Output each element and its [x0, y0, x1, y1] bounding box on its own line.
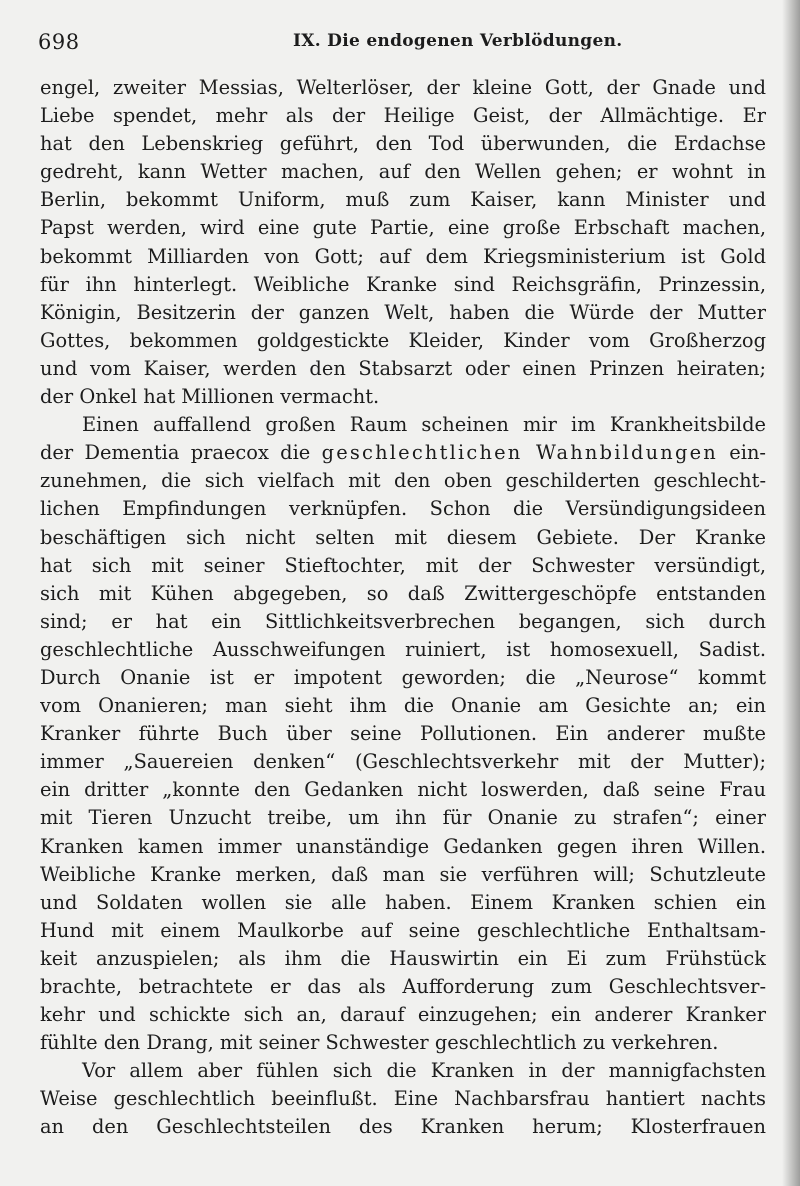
- text-line: Durch Onanie ist er impotent geworden; die „Neurose“ kommt: [40, 665, 766, 689]
- text-line: Hund mit einem Maulkorbe auf seine geschlechtliche Enthaltsam-: [40, 918, 766, 942]
- text-line: beschäftigen sich nicht selten mit diesem Gebiete. Der Kranke: [40, 525, 766, 549]
- text-line: geschlechtliche Ausschweifungen ruiniert, ist homosexuell, Sadist.: [40, 637, 766, 661]
- text-line: engel, zweiter Messias, Welterlöser, der kleine Gott, der Gnade und: [40, 76, 766, 99]
- paragraph-1: [40, 74, 766, 411]
- paragraph-2: [40, 411, 766, 1057]
- text-line: keit anzuspielen; als ihm die Hauswirtin ein Ei zum Frühstück: [40, 946, 766, 970]
- text-line: brachte, betrachtete er das als Aufforderung zum Geschlechtsver-: [40, 975, 766, 998]
- text-line: sich mit Kühen abgegeben, so daß Zwittergeschöpfe entstanden: [40, 581, 766, 605]
- text-line: fühlte den Drang, mit seiner Schwester geschlechtlich zu verkehren.: [40, 1031, 719, 1055]
- page-number: 698: [38, 30, 80, 54]
- text-line: und vom Kaiser, werden den Stabsarzt oder einen Prinzen heiraten;: [40, 356, 766, 380]
- text-line: Papst werden, wird eine gute Partie, eine große Erbschaft machen,: [40, 216, 766, 240]
- text-line: zunehmen, die sich vielfach mit den oben geschilderten geschlecht-: [40, 469, 766, 493]
- text-line: Königin, Besitzerin der ganzen Welt, haben die Würde der Mutter: [40, 300, 766, 324]
- page-header: [38, 26, 762, 56]
- text-line: Vor allem aber fühlen sich die Kranken in der mannigfachsten: [82, 1059, 766, 1083]
- text-line: der Onkel hat Millionen vermacht.: [40, 385, 380, 409]
- text-line: an den Geschlechtsteilen des Kranken herum; Klosterfrauen: [40, 1115, 766, 1139]
- text-line: und Soldaten wollen sie alle haben. Einem Kranken schien ein: [40, 890, 766, 914]
- text-line: Gottes, bekommen goldgestickte Kleider, Kinder vom Großherzog: [40, 328, 766, 352]
- text-line: Kranken kamen immer unanständige Gedanken gegen ihren Willen.: [40, 834, 766, 858]
- text-line: lichen Empfindungen verknüpfen. Schon die Versündigungsideen: [40, 497, 766, 521]
- page-edge-shadow: [782, 0, 800, 1186]
- text-run: der Dementia praecox die: [40, 441, 322, 465]
- text-line: Einen auffallend großen Raum scheinen mir im Krankheitsbilde: [82, 413, 766, 437]
- text-line: mit Tieren Unzucht treibe, um ihn für Onanie zu strafen“; einer: [40, 806, 766, 830]
- text-line: hat sich mit seiner Stieftochter, mit der Schwester versündigt,: [40, 553, 766, 577]
- text-line: Liebe spendet, mehr als der Heilige Geist, der Allmächtige. Er: [40, 104, 766, 128]
- text-run: ein-: [717, 441, 766, 465]
- text-line: Berlin, bekommt Uniform, muß zum Kaiser, kann Minister und: [40, 188, 766, 212]
- text-line: Weise geschlechtlich beeinflußt. Eine Nachbarsfrau hantiert nachts: [40, 1087, 766, 1111]
- text-line: gedreht, kann Wetter machen, auf den Wellen gehen; er wohnt in: [40, 160, 766, 184]
- text-line: immer „Sauereien denken“ (Geschlechtsverkehr mit der Mutter);: [40, 750, 766, 774]
- text-line: sind; er hat ein Sittlichkeitsverbrechen begangen, sich durch: [40, 609, 766, 633]
- paragraph-3: [40, 1057, 766, 1141]
- running-head: IX. Die endogenen Verblödungen.: [293, 31, 623, 51]
- emphasized-term: geschlechtlichen Wahnbildungen: [321, 441, 718, 465]
- text-line: Weibliche Kranke merken, daß man sie verführen will; Schutzleute: [40, 862, 766, 886]
- text-line: [40, 439, 766, 467]
- text-line: bekommt Milliarden von Gott; auf dem Kriegsministerium ist Gold: [40, 244, 766, 268]
- text-line: vom Onanieren; man sieht ihm die Onanie am Gesichte an; ein: [40, 694, 766, 718]
- text-line: Kranker führte Buch über seine Pollutionen. Ein anderer mußte: [40, 722, 766, 746]
- text-line: ein dritter „konnte den Gedanken nicht loswerden, daß seine Frau: [40, 778, 766, 802]
- text-line: für ihn hinterlegt. Weibliche Kranke sind Reichsgräfin, Prinzessin,: [40, 272, 766, 296]
- text-line: kehr und schickte sich an, darauf einzugehen; ein anderer Kranker: [40, 1003, 766, 1027]
- text-line: hat den Lebenskrieg geführt, den Tod überwunden, die Erdachse: [40, 132, 766, 156]
- body-text: [40, 74, 766, 1142]
